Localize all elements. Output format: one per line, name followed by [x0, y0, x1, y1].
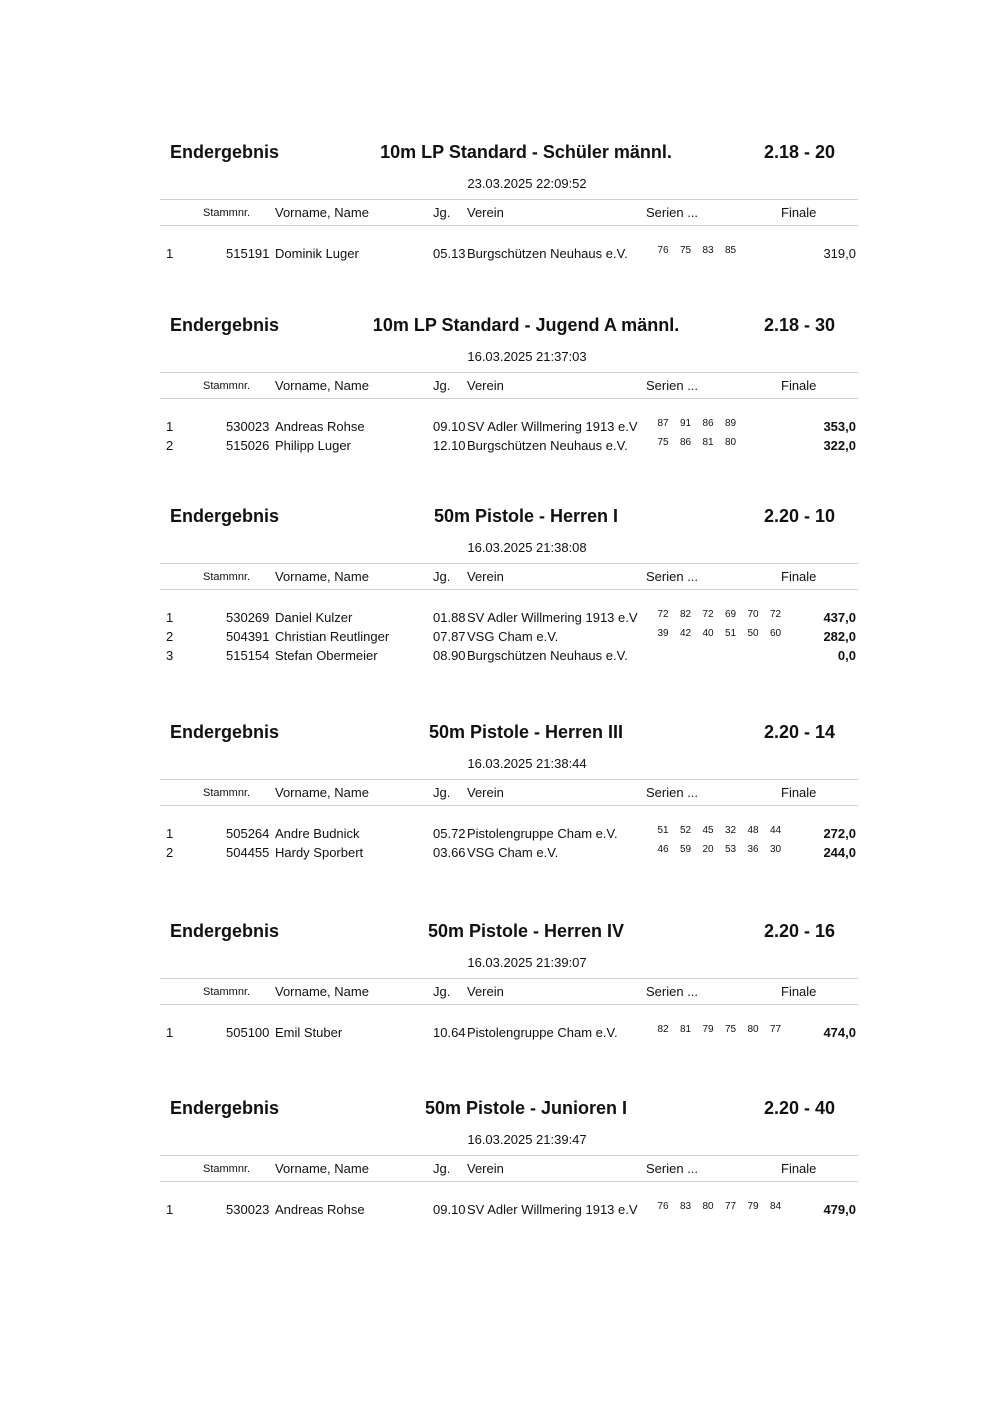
column-header-verein: Verein [467, 1161, 504, 1176]
series-score: 91 [679, 418, 692, 429]
section-label: Endergebnis [170, 921, 280, 941]
discipline-code: 2.18 - 20 [764, 142, 836, 162]
series-score: 80 [702, 1201, 714, 1212]
stammnr: 504455 [226, 845, 270, 860]
birth-year: 07.87 [433, 629, 466, 644]
section-label: Endergebnis [170, 506, 280, 526]
series-scores [656, 825, 796, 839]
table-row [0, 826, 1000, 845]
stammnr: 530269 [226, 610, 270, 625]
series-score: 75 [679, 245, 692, 256]
series-score: 85 [724, 245, 737, 256]
column-header-serien: Serien ... [646, 205, 699, 220]
club-name: VSG Cham e.V. [467, 845, 559, 860]
header-bottom-divider [160, 589, 858, 590]
rank: 2 [166, 438, 174, 453]
column-header-stammnr: Stammnr. [203, 787, 251, 799]
table-row [0, 629, 1000, 648]
series-scores [656, 1201, 796, 1215]
table-row [0, 648, 1000, 667]
series-score: 87 [657, 418, 669, 429]
column-header-jg: Jg. [433, 569, 451, 584]
discipline-code: 2.18 - 30 [764, 315, 836, 335]
stammnr: 504391 [226, 629, 270, 644]
table-row [0, 419, 1000, 438]
column-header-finale: Finale [781, 205, 817, 220]
column-header-name: Vorname, Name [275, 378, 369, 393]
column-header-serien: Serien ... [646, 569, 699, 584]
series-score: 89 [724, 418, 737, 429]
series-score: 51 [657, 825, 669, 836]
discipline-title: 10m LP Standard - Schüler männl. [380, 142, 672, 162]
shooter-name: Emil Stuber [275, 1025, 343, 1040]
series-score: 42 [679, 628, 692, 639]
series-score: 86 [702, 418, 714, 429]
column-header-verein: Verein [467, 984, 504, 999]
stammnr: 515026 [226, 438, 270, 453]
column-header-verein: Verein [467, 569, 504, 584]
club-name: Burgschützen Neuhaus e.V. [467, 648, 628, 663]
series-score: 79 [702, 1024, 714, 1035]
series-score: 50 [747, 628, 759, 639]
column-header-stammnr: Stammnr. [203, 380, 251, 392]
club-name: Pistolengruppe Cham e.V. [467, 826, 618, 841]
column-header-verein: Verein [467, 785, 504, 800]
birth-year: 09.10 [433, 1202, 466, 1217]
result-section [0, 721, 1000, 861]
column-header-name: Vorname, Name [275, 785, 369, 800]
birth-year: 09.10 [433, 419, 466, 434]
series-score: 30 [769, 844, 782, 855]
discipline-title: 50m Pistole - Herren I [433, 506, 619, 526]
result-datetime: 16.03.2025 21:37:03 [467, 349, 587, 364]
header-bottom-divider [160, 805, 858, 806]
section-label: Endergebnis [170, 722, 280, 742]
series-scores [656, 418, 796, 432]
table-row [0, 845, 1000, 864]
column-header-finale: Finale [781, 984, 817, 999]
column-header-serien: Serien ... [646, 1161, 699, 1176]
series-score: 44 [769, 825, 782, 836]
series-score: 82 [679, 609, 692, 620]
header-bottom-divider [160, 1004, 858, 1005]
series-scores [656, 245, 796, 259]
series-score: 39 [657, 628, 669, 639]
rank: 3 [166, 648, 174, 663]
series-score: 75 [657, 437, 669, 448]
stammnr: 505100 [226, 1025, 270, 1040]
birth-year: 10.64 [433, 1025, 466, 1040]
birth-year: 05.13 [433, 246, 466, 261]
result-section [0, 505, 1000, 663]
column-header-finale: Finale [781, 378, 817, 393]
rank: 2 [166, 845, 174, 860]
final-score: 319,0 [823, 246, 856, 261]
column-header-finale: Finale [781, 785, 817, 800]
result-section [0, 141, 1000, 281]
series-scores [656, 628, 796, 642]
series-score: 77 [769, 1024, 782, 1035]
club-name: Pistolengruppe Cham e.V. [467, 1025, 618, 1040]
discipline-code: 2.20 - 14 [764, 722, 836, 742]
series-score: 72 [657, 609, 669, 620]
discipline-title: 50m Pistole - Herren IV [427, 921, 625, 941]
header-bottom-divider [160, 225, 858, 226]
series-score: 72 [702, 609, 714, 620]
table-row [0, 610, 1000, 629]
column-header-stammnr: Stammnr. [203, 1163, 251, 1175]
series-score: 81 [679, 1024, 692, 1035]
column-header-jg: Jg. [433, 1161, 451, 1176]
series-score: 75 [724, 1024, 737, 1035]
table-row [0, 246, 1000, 265]
final-score: 474,0 [823, 1025, 856, 1040]
result-rows [0, 1202, 1000, 1221]
series-score: 82 [657, 1024, 669, 1035]
discipline-title: 50m Pistole - Herren III [428, 722, 624, 742]
club-name: SV Adler Willmering 1913 e.V [467, 610, 638, 625]
series-score: 83 [702, 245, 714, 256]
birth-year: 01.88 [433, 610, 466, 625]
rank: 1 [166, 826, 174, 841]
section-label: Endergebnis [170, 315, 280, 335]
table-row [0, 1025, 1000, 1044]
header-top-divider [160, 1155, 858, 1156]
result-rows [0, 419, 1000, 457]
shooter-name: Stefan Obermeier [275, 648, 378, 663]
column-header-finale: Finale [781, 569, 817, 584]
discipline-code: 2.20 - 40 [764, 1098, 836, 1118]
column-header-stammnr: Stammnr. [203, 207, 251, 219]
club-name: Burgschützen Neuhaus e.V. [467, 438, 628, 453]
series-score: 45 [702, 825, 714, 836]
series-score: 46 [657, 844, 669, 855]
column-header-name: Vorname, Name [275, 984, 369, 999]
rank: 1 [166, 419, 174, 434]
shooter-name: Andreas Rohse [275, 1202, 365, 1217]
shooter-name: Dominik Luger [275, 246, 359, 261]
series-score: 80 [747, 1024, 759, 1035]
rank: 1 [166, 1025, 174, 1040]
column-header-jg: Jg. [433, 984, 451, 999]
stammnr: 505264 [226, 826, 270, 841]
club-name: SV Adler Willmering 1913 e.V [467, 1202, 638, 1217]
section-label: Endergebnis [170, 142, 280, 162]
discipline-title: 10m LP Standard - Jugend A männl. [372, 315, 680, 335]
header-top-divider [160, 372, 858, 373]
shooter-name: Andre Budnick [275, 826, 360, 841]
table-row [0, 438, 1000, 457]
section-label: Endergebnis [170, 1098, 280, 1118]
header-top-divider [160, 199, 858, 200]
column-header-serien: Serien ... [646, 984, 699, 999]
club-name: Burgschützen Neuhaus e.V. [467, 246, 628, 261]
shooter-name: Andreas Rohse [275, 419, 365, 434]
final-score: 272,0 [823, 826, 856, 841]
final-score: 437,0 [823, 610, 856, 625]
birth-year: 12.10 [433, 438, 466, 453]
result-rows [0, 610, 1000, 667]
column-header-name: Vorname, Name [275, 205, 369, 220]
result-datetime: 16.03.2025 21:39:07 [467, 955, 587, 970]
final-score: 322,0 [823, 438, 856, 453]
column-header-finale: Finale [781, 1161, 817, 1176]
column-header-serien: Serien ... [646, 378, 699, 393]
discipline-title: 50m Pistole - Junioren I [424, 1098, 628, 1118]
header-top-divider [160, 779, 858, 780]
series-score: 81 [702, 437, 714, 448]
rank: 1 [166, 1202, 174, 1217]
header-bottom-divider [160, 1181, 858, 1182]
birth-year: 08.90 [433, 648, 466, 663]
header-top-divider [160, 978, 858, 979]
result-datetime: 16.03.2025 21:39:47 [467, 1132, 587, 1147]
shooter-name: Christian Reutlinger [275, 629, 390, 644]
shooter-name: Daniel Kulzer [275, 610, 353, 625]
series-score: 83 [679, 1201, 692, 1212]
series-score: 80 [724, 437, 737, 448]
final-score: 353,0 [823, 419, 856, 434]
series-score: 51 [724, 628, 737, 639]
stammnr: 515191 [226, 246, 270, 261]
shooter-name: Hardy Sporbert [275, 845, 364, 860]
series-scores [656, 1024, 796, 1038]
series-score: 84 [769, 1201, 782, 1212]
birth-year: 05.72 [433, 826, 466, 841]
series-scores [656, 647, 796, 661]
series-scores [656, 609, 796, 623]
series-score: 86 [679, 437, 692, 448]
stammnr: 515154 [226, 648, 270, 663]
column-header-stammnr: Stammnr. [203, 571, 251, 583]
table-row [0, 1202, 1000, 1221]
result-rows [0, 1025, 1000, 1044]
club-name: VSG Cham e.V. [467, 629, 559, 644]
column-header-jg: Jg. [433, 205, 451, 220]
rank: 2 [166, 629, 174, 644]
rank: 1 [166, 246, 174, 261]
series-score: 20 [702, 844, 714, 855]
birth-year: 03.66 [433, 845, 466, 860]
series-score: 40 [702, 628, 714, 639]
series-score: 52 [679, 825, 692, 836]
result-section [0, 920, 1000, 1060]
result-rows [0, 826, 1000, 864]
column-header-verein: Verein [467, 378, 504, 393]
final-score: 0,0 [837, 648, 856, 663]
header-bottom-divider [160, 398, 858, 399]
final-score: 244,0 [823, 845, 856, 860]
discipline-code: 2.20 - 10 [764, 506, 836, 526]
series-score: 60 [769, 628, 782, 639]
series-score: 53 [724, 844, 737, 855]
series-score: 36 [747, 844, 759, 855]
series-score: 76 [657, 245, 669, 256]
result-datetime: 23.03.2025 22:09:52 [467, 176, 587, 191]
column-header-serien: Serien ... [646, 785, 699, 800]
series-score: 48 [747, 825, 759, 836]
column-header-jg: Jg. [433, 785, 451, 800]
discipline-code: 2.20 - 16 [764, 921, 836, 941]
result-datetime: 16.03.2025 21:38:44 [467, 756, 587, 771]
final-score: 282,0 [823, 629, 856, 644]
series-score: 32 [724, 825, 737, 836]
series-score: 70 [747, 609, 759, 620]
club-name: SV Adler Willmering 1913 e.V [467, 419, 638, 434]
series-scores [656, 437, 796, 451]
series-score: 72 [769, 609, 782, 620]
series-score: 77 [724, 1201, 737, 1212]
column-header-verein: Verein [467, 205, 504, 220]
rank: 1 [166, 610, 174, 625]
result-rows [0, 246, 1000, 265]
series-score: 59 [679, 844, 692, 855]
result-section [0, 1097, 1000, 1237]
column-header-stammnr: Stammnr. [203, 986, 251, 998]
series-score: 76 [657, 1201, 669, 1212]
stammnr: 530023 [226, 1202, 270, 1217]
column-header-name: Vorname, Name [275, 1161, 369, 1176]
result-datetime: 16.03.2025 21:38:08 [467, 540, 587, 555]
shooter-name: Philipp Luger [275, 438, 351, 453]
result-section [0, 314, 1000, 454]
series-scores [656, 844, 796, 858]
final-score: 479,0 [823, 1202, 856, 1217]
series-score: 79 [747, 1201, 759, 1212]
column-header-name: Vorname, Name [275, 569, 369, 584]
stammnr: 530023 [226, 419, 270, 434]
header-top-divider [160, 563, 858, 564]
column-header-jg: Jg. [433, 378, 451, 393]
series-score: 69 [724, 609, 737, 620]
